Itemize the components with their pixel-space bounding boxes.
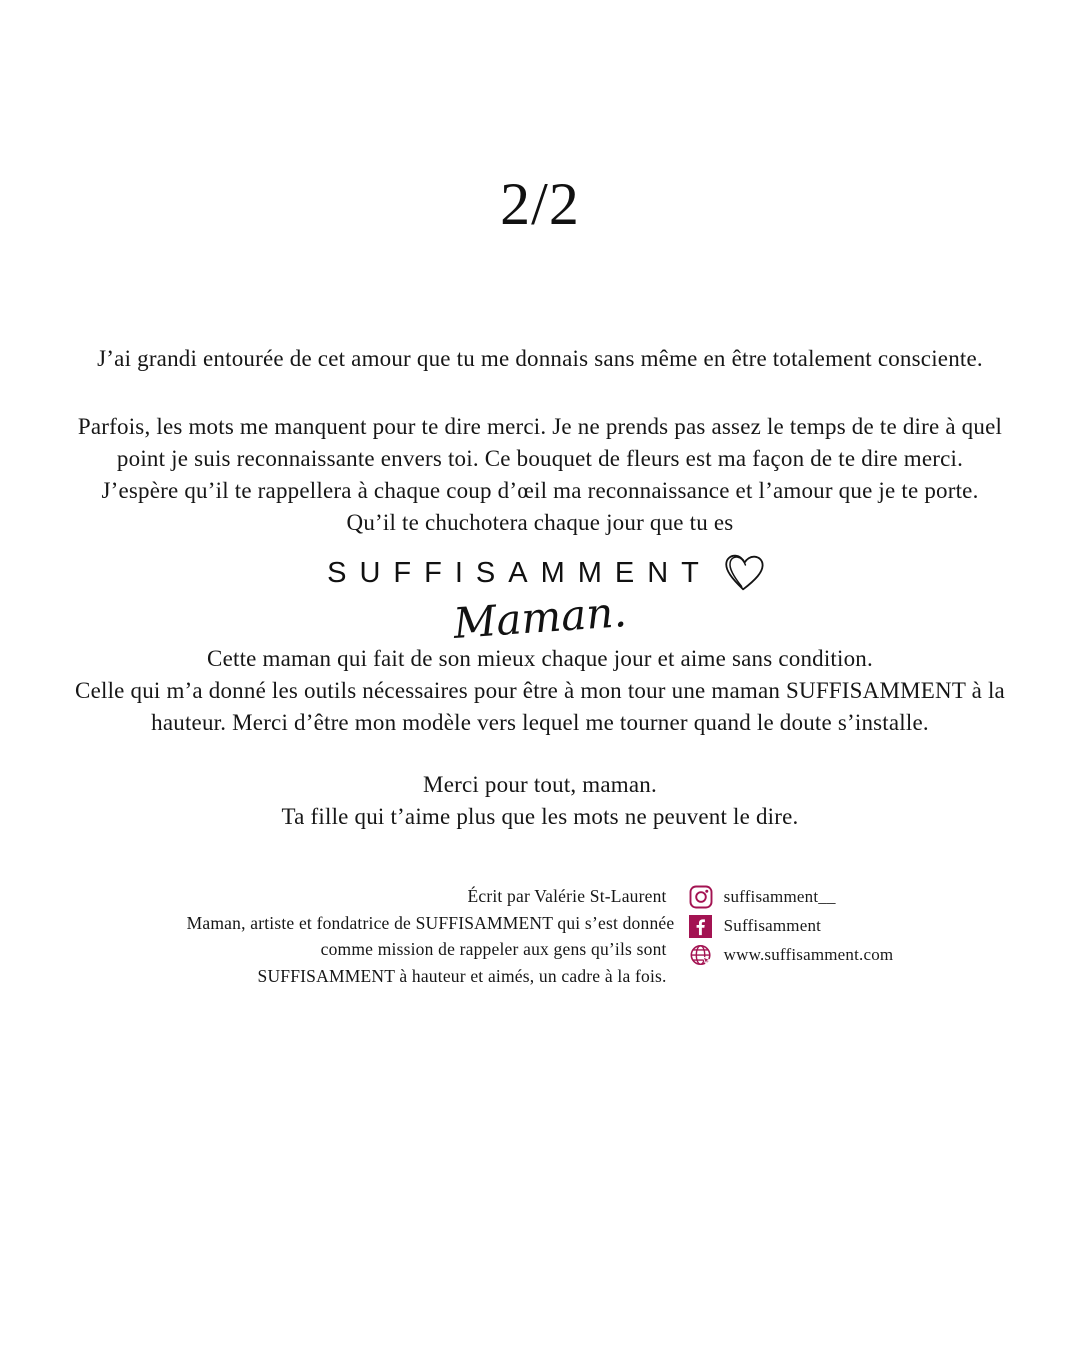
text-line: Qu’il te chuchotera chaque jour que tu es <box>346 510 734 535</box>
instagram-icon <box>689 885 713 909</box>
facebook-link[interactable] <box>689 914 894 938</box>
signature-script: Maman. <box>451 587 629 648</box>
website-link[interactable] <box>689 943 894 967</box>
intro-paragraph <box>0 343 1080 375</box>
letter-body <box>0 343 1080 833</box>
text-line: Ta fille qui t’aime plus que les mots ne peuvent le dire. <box>281 804 799 829</box>
text-line: point je suis reconnaissante envers toi. Ce bouquet de fleurs est ma façon de te dire merci. <box>116 446 964 471</box>
credit-line: Écrit par Valérie St-Laurent <box>467 886 667 906</box>
text-line: Merci pour tout, maman. <box>423 772 657 797</box>
brand-wordmark: SUFFISAMMENT <box>327 556 712 589</box>
facebook-icon <box>689 914 713 938</box>
social-links <box>689 883 894 967</box>
credit-line: Maman, artiste et fondatrice de SUFFISAMMENT qui s’est donnée <box>186 912 675 933</box>
text-line: J’ai grandi entourée de cet amour que tu me donnais sans même en être totalement consciente. <box>97 346 983 371</box>
credit-line: comme mission de rappeler aux gens qu’ils sont <box>320 939 667 959</box>
page-number-title: 2/2 <box>500 171 580 237</box>
footer <box>0 883 1080 989</box>
website-globe-icon <box>689 943 713 967</box>
credit-line: SUFFISAMMENT à hauteur et aimés, un cadre à la fois. <box>257 965 667 986</box>
instagram-link[interactable] <box>689 885 894 909</box>
text-line: J’espère qu’il te rappellera à chaque coup d’œil ma reconnaissance et l’amour que je te porte. <box>101 478 979 503</box>
body-paragraph <box>0 411 1080 539</box>
facebook-name: Suffisamment <box>723 916 822 935</box>
text-line: Cette maman qui fait de son mieux chaque jour et aime sans condition. <box>207 646 873 671</box>
text-line: Parfois, les mots me manquent pour te dire merci. Je ne prends pas assez le temps de te dire à quel <box>77 414 1003 439</box>
closing-paragraph <box>0 769 1080 833</box>
instagram-handle: suffisamment__ <box>723 887 836 906</box>
text-line: Celle qui m’a donné les outils nécessaires pour être à mon tour une maman SUFFISAMMENT à la <box>75 678 1005 703</box>
website-url: www.suffisamment.com <box>723 945 894 964</box>
text-line: hauteur. Merci d’être mon modèle vers lequel me tourner quand le doute s’installe. <box>151 710 929 735</box>
author-credits <box>186 883 675 989</box>
